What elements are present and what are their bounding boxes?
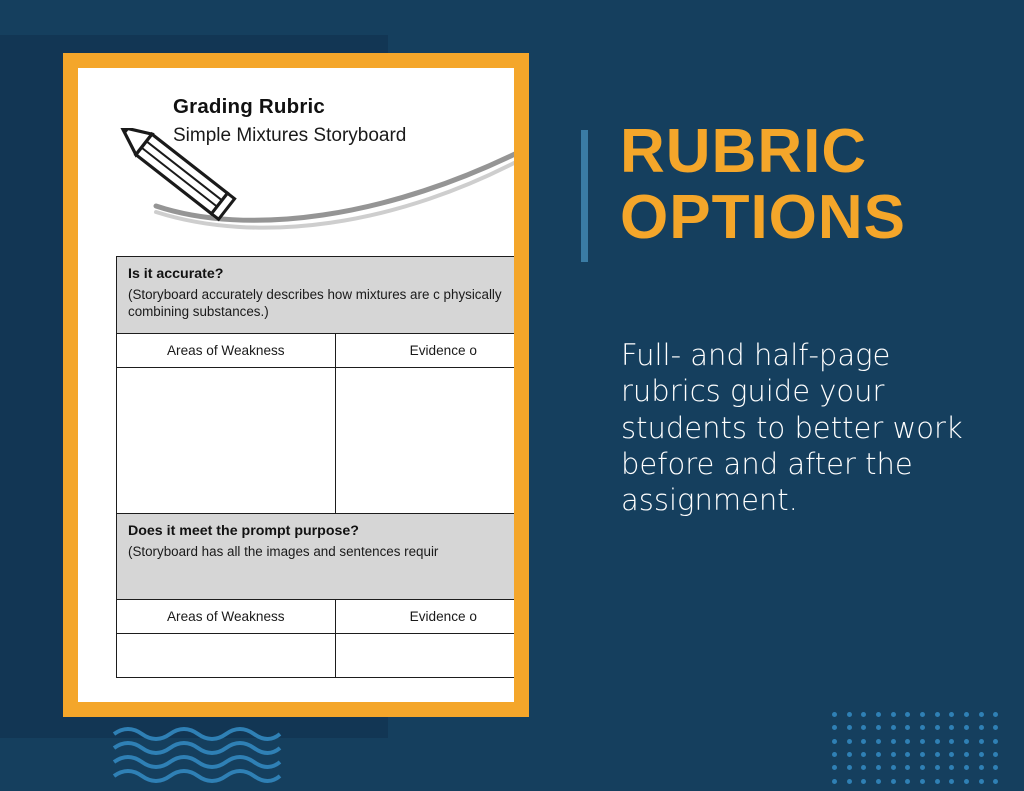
headline-accent-bar — [581, 130, 588, 262]
page-title — [620, 119, 1010, 252]
pencil-icon — [86, 128, 514, 238]
criterion-question: Does it meet the prompt purpose? — [128, 523, 359, 540]
response-box-weakness-2[interactable] — [117, 634, 336, 678]
rubric-document-card — [63, 53, 529, 717]
rubric-table — [116, 256, 514, 678]
column-header-evidence-1: Evidence o — [335, 334, 514, 368]
response-box-weakness-1[interactable] — [117, 368, 336, 514]
response-box-evidence-2[interactable] — [335, 634, 514, 678]
criterion-description: (Storyboard accurately describes how mixtures are c physically combining substances.) — [128, 287, 502, 320]
headline-line-1: RUBRIC — [620, 117, 868, 186]
headline-line-2: OPTIONS — [620, 183, 907, 253]
response-box-evidence-1[interactable] — [335, 368, 514, 514]
dot-grid-decoration — [832, 712, 1008, 791]
table-row — [117, 514, 515, 600]
table-row — [117, 368, 515, 514]
column-header-evidence-2: Evidence o — [335, 600, 514, 634]
criterion-question: Is it accurate? — [128, 266, 224, 282]
rubric-title: Grading Rubric — [173, 95, 326, 118]
rubric-subtitle: Simple Mixtures Storyboard — [173, 124, 407, 146]
table-row — [117, 334, 515, 368]
table-row — [117, 634, 515, 678]
criterion-description: (Storyboard has all the images and sentences requir — [128, 544, 439, 560]
table-row — [117, 600, 515, 634]
criterion-cell-2 — [117, 514, 515, 600]
column-header-weakness-1: Areas of Weakness — [117, 334, 336, 368]
column-header-weakness-2: Areas of Weakness — [117, 600, 336, 634]
wave-lines-decoration — [112, 726, 282, 788]
table-row — [117, 257, 515, 334]
rubric-page — [78, 68, 514, 702]
criterion-cell-1 — [117, 257, 515, 334]
body-paragraph: Full- and half-page rubrics guide your students to better work before and after the assignment. — [621, 338, 963, 517]
